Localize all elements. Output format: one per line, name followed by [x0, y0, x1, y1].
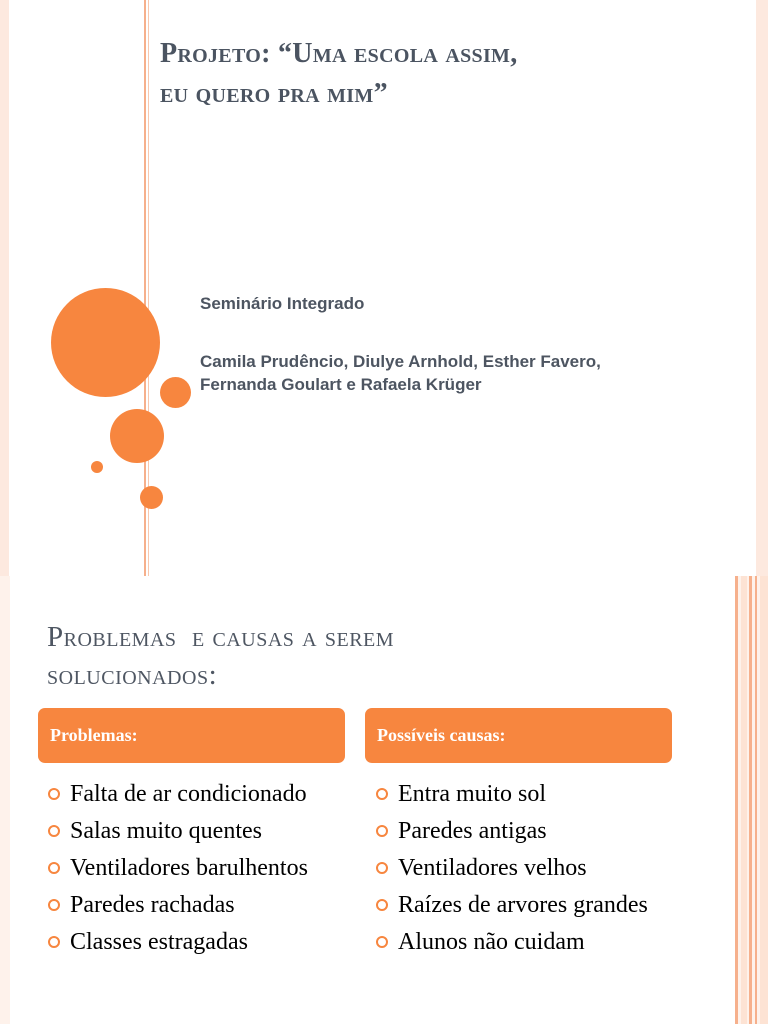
- list-item: Ventiladores barulhentos: [48, 853, 348, 884]
- list-item: Alunos não cuidam: [376, 927, 676, 958]
- decor-stripe: [760, 576, 768, 1024]
- causes-list: [376, 779, 676, 964]
- slide-title-line-2: solucionados:: [47, 659, 218, 691]
- authors-line-1: Camila Prudêncio, Diulye Arnhold, Esther Favero,: [200, 352, 601, 371]
- bullet-icon: [48, 936, 60, 948]
- list-item: Classes estragadas: [48, 927, 348, 958]
- bullet-icon: [376, 788, 388, 800]
- bullet-icon: [48, 862, 60, 874]
- list-item: Paredes rachadas: [48, 890, 348, 921]
- decor-circle-small-2: [140, 486, 163, 509]
- list-item: Raízes de arvores grandes: [376, 890, 676, 921]
- list-item: Paredes antigas: [376, 816, 676, 847]
- authors-line-2: Fernanda Goulart e Rafaela Krüger: [200, 375, 482, 394]
- decor-circle-tiny: [91, 461, 103, 473]
- decor-stripe: [755, 576, 757, 1024]
- right-margin-band: [756, 0, 768, 576]
- bullet-icon: [48, 899, 60, 911]
- left-margin-band: [0, 0, 9, 576]
- slide-title: [160, 34, 720, 114]
- causes-header: Possíveis causas:: [365, 708, 672, 763]
- decor-panel: [9, 0, 144, 576]
- decor-stripe: [735, 576, 738, 1024]
- slide-title-line-1: Projeto: “Uma escola assim,: [160, 38, 518, 69]
- list-item: Falta de ar condicionado: [48, 779, 348, 810]
- slide-title-line-1: Problemas e causas a serem: [47, 621, 395, 653]
- slide-title-line-2: eu quero pra mim”: [160, 78, 388, 109]
- bullet-icon: [376, 899, 388, 911]
- slide-subtitle: Seminário Integrado: [200, 294, 365, 313]
- bullet-icon: [376, 825, 388, 837]
- bullet-icon: [48, 788, 60, 800]
- bullet-icon: [376, 862, 388, 874]
- bullet-icon: [376, 936, 388, 948]
- authors: [200, 350, 740, 396]
- list-item: Ventiladores velhos: [376, 853, 676, 884]
- decor-circle-large: [51, 288, 160, 397]
- content-slide: [0, 576, 768, 1024]
- bullet-icon: [48, 825, 60, 837]
- problems-header: Problemas:: [38, 708, 345, 763]
- list-item: Salas muito quentes: [48, 816, 348, 847]
- decor-stripe: [749, 576, 752, 1024]
- problems-list: [48, 779, 348, 964]
- decor-circle-medium: [110, 409, 164, 463]
- decor-circle-small: [160, 377, 191, 408]
- slide-title: [47, 618, 687, 694]
- list-item: Entra muito sol: [376, 779, 676, 810]
- decor-stripe: [741, 576, 747, 1024]
